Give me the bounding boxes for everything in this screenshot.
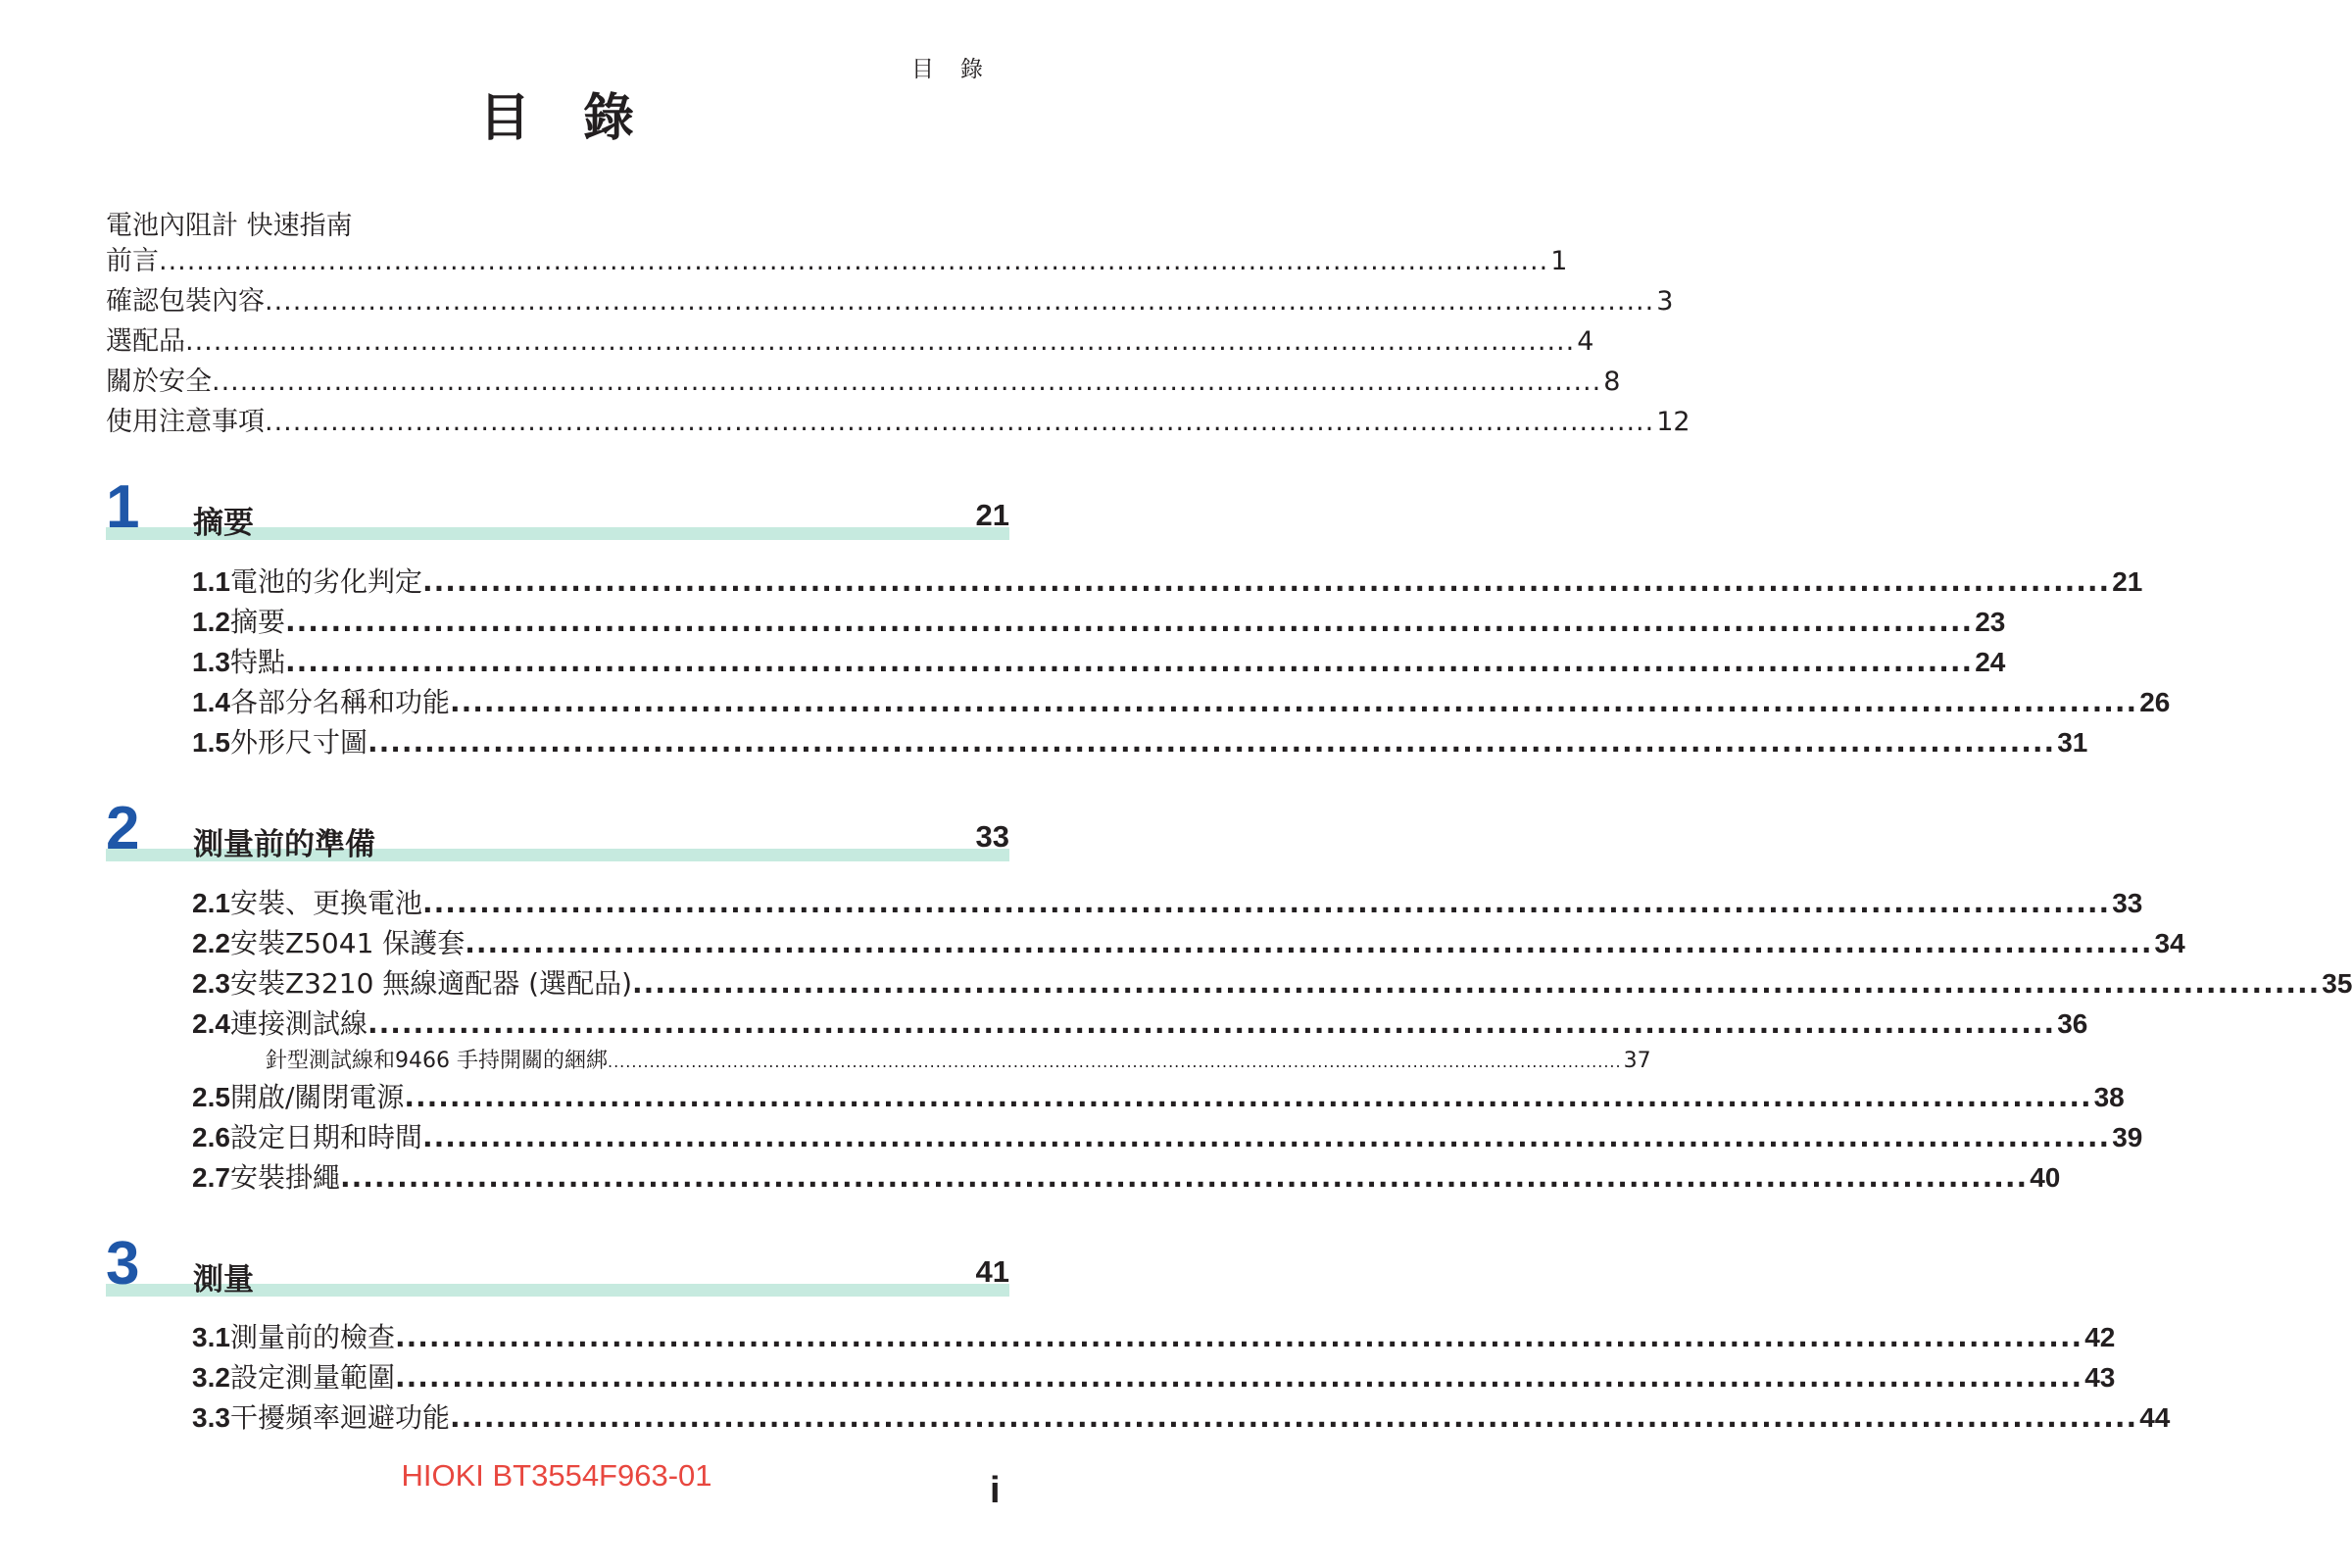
section-page: 38 bbox=[2093, 1082, 2125, 1112]
toc-entry-usage-notes[interactable] bbox=[106, 400, 1690, 438]
section-title: 干擾頻率迴避功能 bbox=[229, 1401, 450, 1434]
section-page: 40 bbox=[2030, 1162, 2061, 1193]
section-title: 安裝掛繩 bbox=[229, 1161, 340, 1194]
toc-entry-label: 確認包裝內容 bbox=[106, 286, 265, 317]
toc-entry-preface[interactable] bbox=[106, 239, 1568, 277]
leader-dots: .................................................................................................................................................... bbox=[421, 887, 2111, 919]
toc-entry-options[interactable] bbox=[106, 319, 1594, 358]
toc-section[interactable] bbox=[192, 561, 2143, 600]
section-page: 44 bbox=[2139, 1402, 2171, 1433]
running-head: 目 錄 bbox=[911, 57, 985, 82]
leader-dots: .................................................................................................................................................... bbox=[465, 927, 2153, 959]
intro-title: 電池內阻計 快速指南 bbox=[106, 211, 353, 241]
chapter-3-heading[interactable] bbox=[106, 1230, 1009, 1315]
section-page: 42 bbox=[2084, 1322, 2116, 1352]
chapter-page: 33 bbox=[975, 819, 1009, 854]
section-title: 開啟/關閉電源 bbox=[229, 1081, 405, 1113]
section-title: 安裝Z3210 無線適配器 (選配品) bbox=[229, 967, 633, 1000]
leader-dots: .......................................................................................................................................................................... bbox=[607, 1053, 1622, 1071]
section-number: 1.3 bbox=[192, 647, 230, 677]
toc-section[interactable] bbox=[192, 721, 2088, 760]
section-page: 21 bbox=[2112, 566, 2143, 597]
leader-dots: .................................................................................................................................................... bbox=[265, 407, 1655, 437]
section-title: 各部分名稱和功能 bbox=[229, 686, 450, 718]
toc-entry-page: 12 bbox=[1656, 407, 1690, 437]
chapter-page: 21 bbox=[975, 498, 1009, 532]
toc-section[interactable] bbox=[192, 1396, 2171, 1436]
section-page: 26 bbox=[2139, 687, 2171, 717]
chapter-title: 測量 bbox=[193, 1262, 254, 1298]
toc-section[interactable] bbox=[192, 882, 2143, 921]
section-number: 1.4 bbox=[192, 687, 230, 717]
toc-entry-page: 1 bbox=[1550, 246, 1568, 276]
chapter-title: 測量前的準備 bbox=[193, 827, 375, 862]
leader-dots: .................................................................................................................................................... bbox=[394, 1361, 2083, 1394]
section-page: 31 bbox=[2057, 727, 2088, 758]
toc-section[interactable] bbox=[192, 601, 2006, 640]
leader-dots: .................................................................................................................................................... bbox=[367, 1007, 2056, 1040]
section-number: 2.3 bbox=[192, 968, 230, 999]
section-page: 34 bbox=[2154, 928, 2185, 958]
section-number: 3.2 bbox=[192, 1362, 230, 1393]
section-number: 1.2 bbox=[192, 607, 230, 637]
leader-dots: .................................................................................................................................................... bbox=[632, 967, 2321, 1000]
toc-entry-label: 選配品 bbox=[106, 326, 185, 357]
document-code: HIOKI BT3554F963-01 bbox=[401, 1458, 712, 1493]
leader-dots: .................................................................................................................................................... bbox=[421, 565, 2111, 598]
section-number: 2.7 bbox=[192, 1162, 230, 1193]
toc-entry-safety[interactable] bbox=[106, 360, 1621, 398]
chapter-number: 2 bbox=[106, 795, 140, 862]
toc-section[interactable] bbox=[192, 1076, 2125, 1115]
section-title: 安裝Z5041 保護套 bbox=[229, 927, 466, 959]
leader-dots: .................................................................................................................................................... bbox=[159, 246, 1549, 276]
section-number: 3.3 bbox=[192, 1402, 230, 1433]
leader-dots: .................................................................................................................................................... bbox=[421, 1121, 2111, 1153]
toc-section[interactable] bbox=[192, 1316, 2116, 1355]
section-number: 3.1 bbox=[192, 1322, 230, 1352]
toc-section[interactable] bbox=[192, 922, 2185, 961]
section-title: 特點 bbox=[229, 646, 285, 678]
section-title: 測量前的檢查 bbox=[229, 1321, 395, 1353]
leader-dots: .................................................................................................................................................... bbox=[284, 606, 1974, 638]
section-page: 35 bbox=[2322, 968, 2352, 999]
chapter-number: 1 bbox=[106, 473, 140, 541]
section-number: 1.5 bbox=[192, 727, 230, 758]
section-page: 33 bbox=[2112, 888, 2143, 918]
leader-dots: .................................................................................................................................................... bbox=[449, 686, 2138, 718]
subsection-page: 37 bbox=[1623, 1049, 1651, 1073]
section-page: 39 bbox=[2112, 1122, 2143, 1152]
leader-dots: .................................................................................................................................................... bbox=[394, 1321, 2083, 1353]
chapter-page: 41 bbox=[975, 1254, 1009, 1289]
section-number: 2.4 bbox=[192, 1008, 230, 1039]
toc-entry-page: 3 bbox=[1656, 286, 1674, 317]
leader-dots: .................................................................................................................................................... bbox=[265, 286, 1655, 317]
leader-dots: .................................................................................................................................................... bbox=[367, 726, 2056, 759]
page-title-left: 目 bbox=[478, 89, 530, 148]
toc-entry-page: 8 bbox=[1603, 367, 1621, 397]
section-title: 摘要 bbox=[229, 606, 285, 638]
section-number: 2.5 bbox=[192, 1082, 230, 1112]
toc-subsection[interactable] bbox=[266, 1044, 1651, 1074]
toc-entry-label: 前言 bbox=[106, 246, 159, 276]
leader-dots: .................................................................................................................................................... bbox=[284, 646, 1974, 678]
section-number: 1.1 bbox=[192, 566, 230, 597]
toc-entry-page: 4 bbox=[1577, 326, 1594, 357]
leader-dots: .................................................................................................................................................... bbox=[185, 326, 1576, 357]
section-title: 設定測量範圍 bbox=[229, 1361, 395, 1394]
leader-dots: .................................................................................................................................................... bbox=[339, 1161, 2029, 1194]
section-title: 連接測試線 bbox=[229, 1007, 368, 1040]
chapter-title: 摘要 bbox=[193, 506, 254, 541]
toc-section[interactable] bbox=[192, 1116, 2143, 1155]
toc-section[interactable] bbox=[192, 1356, 2116, 1396]
section-page: 23 bbox=[1975, 607, 2006, 637]
section-title: 電池的劣化判定 bbox=[229, 565, 422, 598]
section-number: 2.6 bbox=[192, 1122, 230, 1152]
chapter-number: 3 bbox=[106, 1230, 140, 1298]
toc-section[interactable] bbox=[192, 681, 2171, 720]
section-number: 2.1 bbox=[192, 888, 230, 918]
leader-dots: .................................................................................................................................................... bbox=[212, 367, 1602, 397]
subsection-title: 針型測試線和9466 手持開關的綑綁 bbox=[266, 1049, 608, 1073]
chapter-1-heading[interactable] bbox=[106, 473, 1009, 559]
chapter-2-heading[interactable] bbox=[106, 795, 1009, 880]
section-title: 安裝、更換電池 bbox=[229, 887, 422, 919]
section-number: 2.2 bbox=[192, 928, 230, 958]
section-page: 24 bbox=[1975, 647, 2006, 677]
section-title: 設定日期和時間 bbox=[229, 1121, 422, 1153]
leader-dots: .................................................................................................................................................... bbox=[449, 1401, 2138, 1434]
toc-entry-label: 使用注意事項 bbox=[106, 407, 265, 437]
toc-section[interactable] bbox=[192, 1003, 2088, 1042]
leader-dots: .................................................................................................................................................... bbox=[404, 1081, 2092, 1113]
toc-section[interactable] bbox=[192, 962, 2352, 1002]
section-page: 43 bbox=[2084, 1362, 2116, 1393]
toc-entry-package-contents[interactable] bbox=[106, 279, 1674, 318]
section-page: 36 bbox=[2057, 1008, 2088, 1039]
page-title-right: 錄 bbox=[583, 89, 635, 148]
toc-section[interactable] bbox=[192, 641, 2006, 680]
section-title: 外形尺寸圖 bbox=[229, 726, 368, 759]
toc-section[interactable] bbox=[192, 1156, 2061, 1196]
page-number: i bbox=[990, 1470, 1001, 1511]
page-title bbox=[0, 76, 1113, 150]
toc-entry-label: 關於安全 bbox=[106, 367, 212, 397]
